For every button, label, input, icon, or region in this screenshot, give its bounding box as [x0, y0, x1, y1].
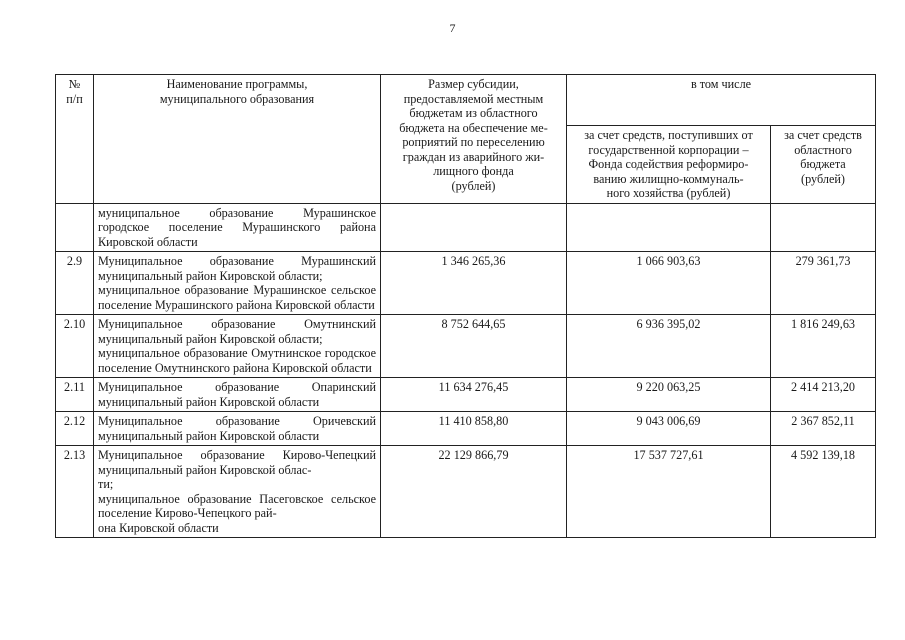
- row-fund: [567, 203, 771, 252]
- header-name: Наименование программы, муниципального образования: [94, 75, 381, 204]
- row-number: 2.9: [56, 252, 94, 315]
- table-row: [56, 203, 876, 252]
- table-row: [56, 446, 876, 538]
- row-regional: 1 816 249,63: [771, 315, 876, 378]
- row-total: 8 752 644,65: [381, 315, 567, 378]
- table-row: [56, 412, 876, 446]
- row-number: [56, 203, 94, 252]
- row-name: Муниципальное образование Оричевский муниципальный район Кировской области: [94, 412, 381, 446]
- row-fund: 9 043 006,69: [567, 412, 771, 446]
- header-num: № п/п: [56, 75, 94, 204]
- row-name: Муниципальное образование Опаринский муниципальный район Кировской области: [94, 378, 381, 412]
- row-total: [381, 203, 567, 252]
- row-name: муниципальное образование Мурашинское городское поселение Мурашинского района Кировской области: [94, 203, 381, 252]
- row-regional: 2 367 852,11: [771, 412, 876, 446]
- row-regional: [771, 203, 876, 252]
- row-regional: 2 414 213,20: [771, 378, 876, 412]
- header-total: Размер субсидии, предоставляемой местным бюджетам из областного бюджета на обеспечение ме- роприятий по переселению граждан из аварийного жи- лищного фонда (рублей): [381, 75, 567, 204]
- row-total: 1 346 265,36: [381, 252, 567, 315]
- header-regional: за счет средств областного бюджета (рублей): [771, 126, 876, 204]
- table-row: [56, 315, 876, 378]
- row-fund: 6 936 395,02: [567, 315, 771, 378]
- row-name: Муниципальное образование Омутнинский муниципальный район Кировской области; муниципальное образование Омутнинское городское поселение Омутнинского района Кировской области: [94, 315, 381, 378]
- header-row: [56, 75, 876, 126]
- row-total: 11 410 858,80: [381, 412, 567, 446]
- header-fund: за счет средств, поступивших от государственной корпорации – Фонда содействия реформиро- ванию жилищно-коммуналь- ного хозяйства (рублей): [567, 126, 771, 204]
- row-number: 2.11: [56, 378, 94, 412]
- subsidy-table: [55, 74, 876, 538]
- row-name: Муниципальное образование Кирово-Чепецкий муниципальный район Кировской облас- ти; муниципальное образование Пасеговское сельское поселение Кирово-Чепецкого рай- она Кировской области: [94, 446, 381, 538]
- row-number: 2.12: [56, 412, 94, 446]
- row-total: 22 129 866,79: [381, 446, 567, 538]
- table-body: [56, 203, 876, 538]
- row-number: 2.13: [56, 446, 94, 538]
- table-row: [56, 252, 876, 315]
- header-including: в том числе: [567, 75, 876, 126]
- row-name: Муниципальное образование Мурашинский муниципальный район Кировской области; муниципальное образование Мурашинское сельское поселение Мурашинского района Кировской области: [94, 252, 381, 315]
- row-fund: 1 066 903,63: [567, 252, 771, 315]
- page-number: 7: [449, 21, 456, 35]
- row-regional: 4 592 139,18: [771, 446, 876, 538]
- row-fund: 9 220 063,25: [567, 378, 771, 412]
- row-fund: 17 537 727,61: [567, 446, 771, 538]
- table-row: [56, 378, 876, 412]
- row-number: 2.10: [56, 315, 94, 378]
- row-regional: 279 361,73: [771, 252, 876, 315]
- row-total: 11 634 276,45: [381, 378, 567, 412]
